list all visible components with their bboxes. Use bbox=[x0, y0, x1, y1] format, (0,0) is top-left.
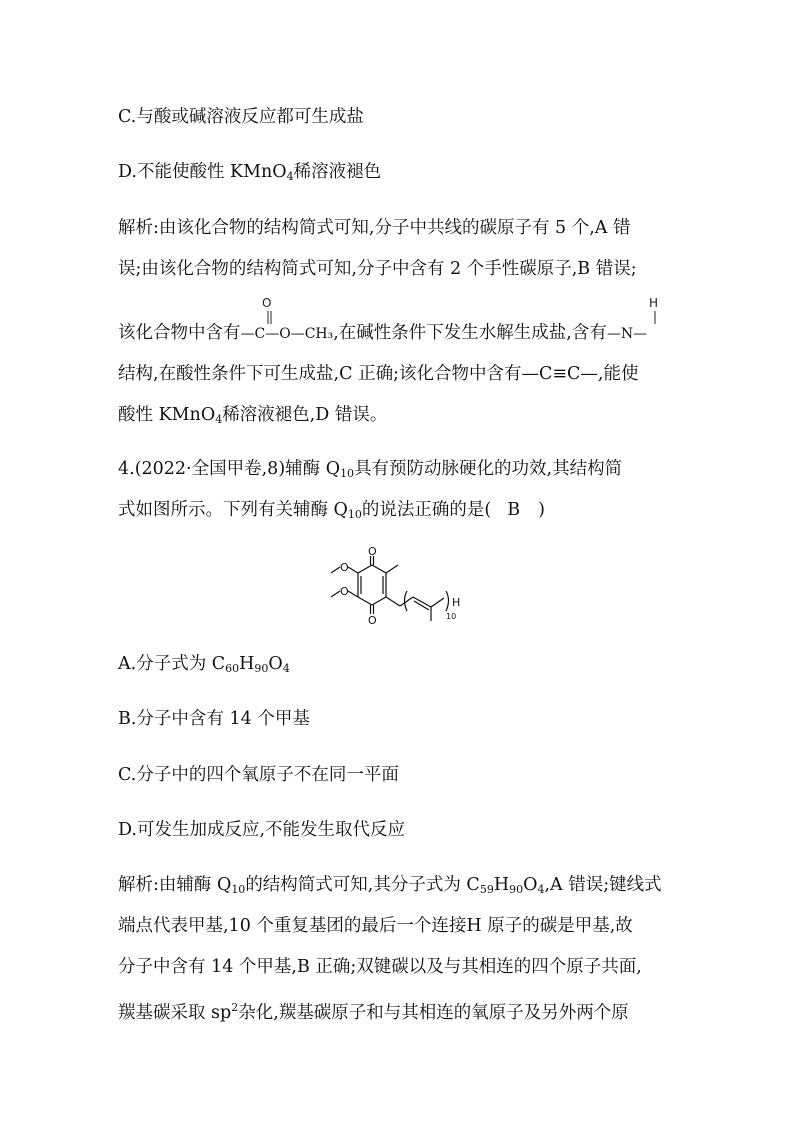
explanation1-line3: 该化合物中含有—C—O—CH₃,在碱性条件下发生水解生成盐,含有—N— bbox=[118, 323, 648, 343]
question4-line1: 4.(2022·全国甲卷,8)辅酶 $Q_{10}$具有预防动脉硬化的功效,其结构简 bbox=[118, 459, 623, 480]
question4-line2: 式如图所示。下列有关辅酶 $Q_{10}$的说法正确的是( B ) bbox=[118, 500, 545, 521]
amine-group: —N— bbox=[606, 326, 648, 342]
ester-carbonyl-o: O bbox=[262, 296, 272, 310]
explanation1-line4: 结构,在酸性条件下可生成盐,C 正确;该化合物中含有—C≡C—,能使 bbox=[118, 364, 639, 384]
question4-answer: B bbox=[507, 500, 521, 520]
option-c-prev: C.与酸或碱溶液反应都可生成盐 bbox=[118, 107, 364, 127]
ester-group: —C—O—CH₃ bbox=[240, 326, 334, 342]
explanation2-line4: 羰基碳采取 $sp^2$杂化,羰基碳原子和与其相连的氧原子及另外两个原 bbox=[118, 1001, 629, 1023]
q10-methoxy-o1: O bbox=[340, 561, 349, 574]
q10-h-label: H bbox=[452, 596, 461, 609]
explanation1-line5: 酸性 KMnO$_4$稀溶液褪色,D 错误。 bbox=[118, 405, 388, 426]
explanation2-line2: 端点代表甲基,10 个重复基团的最后一个连接H 原子的碳是甲基,故 bbox=[118, 916, 633, 936]
amine-h: H bbox=[649, 296, 659, 310]
q10-o-top-label: O bbox=[368, 545, 377, 558]
option-d: D.可发生加成反应,不能发生取代反应 bbox=[118, 820, 406, 840]
q10-repeat-label: 10 bbox=[446, 612, 457, 621]
explanation2-line1: 解析:由辅酶 $Q_{10}$的结构简式可知,其分子式为 $C_{59}H_{90}O_4,A$ 错误;键线式 bbox=[118, 875, 662, 896]
option-c: C.分子中的四个氧原子不在同一平面 bbox=[118, 765, 399, 785]
option-a: A.分子式为 $C_{60}H_{90}O_4$ bbox=[118, 654, 290, 675]
amine-nh-bond bbox=[651, 311, 659, 325]
explanation1-line2: 误;由该化合物的结构简式可知,分子中含有 2 个手性碳原子,B 错误; bbox=[118, 259, 637, 279]
coenzyme-q10-structure bbox=[320, 545, 470, 650]
explanation2-line3: 分子中含有 14 个甲基,B 正确;双键碳以及与其相连的四个原子共面, bbox=[118, 957, 642, 977]
q10-o-bottom-label: O bbox=[368, 614, 377, 627]
option-d-prev: D.不能使酸性 KMnO$_4$稀溶液褪色 bbox=[118, 162, 382, 183]
explanation1-line1: 解析:由该化合物的结构简式可知,分子中共线的碳原子有 5 个,A 错 bbox=[118, 218, 631, 238]
q10-methoxy-o2: O bbox=[340, 585, 349, 598]
option-b: B.分子中含有 14 个甲基 bbox=[118, 709, 310, 729]
